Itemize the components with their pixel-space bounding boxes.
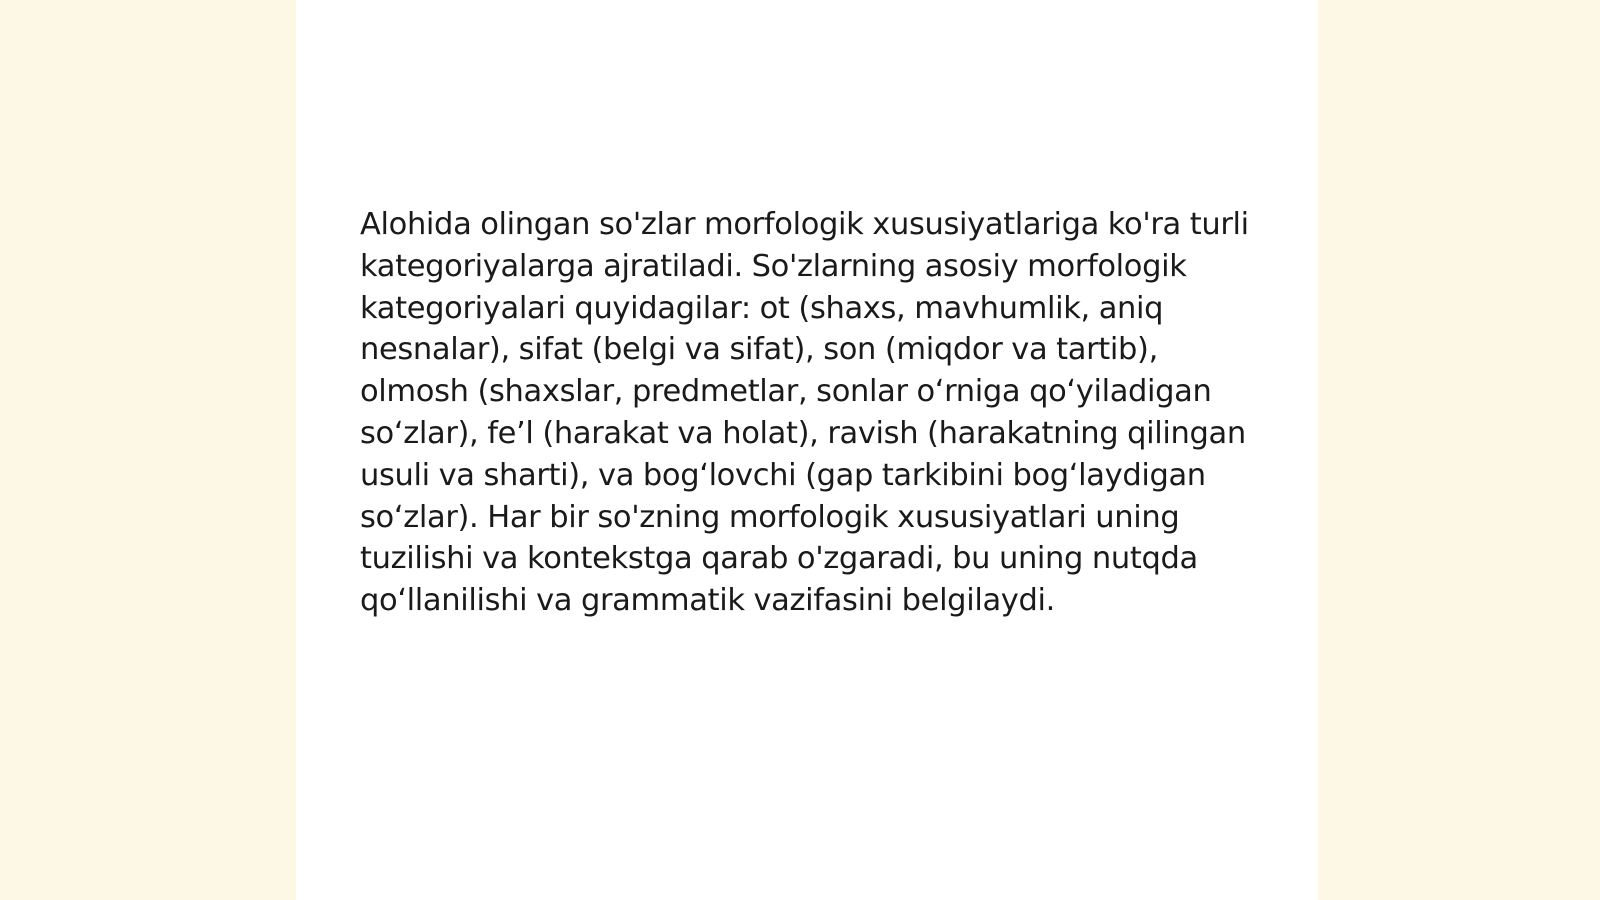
slide bbox=[296, 0, 1318, 900]
slide-body-paragraph: Alohida olingan so'zlar morfologik xususiyatlariga ko'ra turli kategoriyalarga ajratiladi. So'zlarning asosiy morfologik kategoriyalari quyidagilar: ot (shaxs, mavhumlik, aniq nesnalar), sifat (belgi va sifat), son (miqdor va tartib), olmosh (shaxslar, predmetlar, sonlar o‘rniga qo‘yiladigan so‘zlar), fe’l (harakat va holat), ravish (harakatning qilingan usuli va sharti), va bog‘lovchi (gap tarkibini bog‘laydigan so‘zlar). Har bir so'zning morfologik xususiyatlari uning tuzilishi va kontekstga qarab o'zgaradi, bu uning nutqda qo‘llanilishi va grammatik vazifasini belgilaydi. bbox=[360, 207, 1249, 619]
